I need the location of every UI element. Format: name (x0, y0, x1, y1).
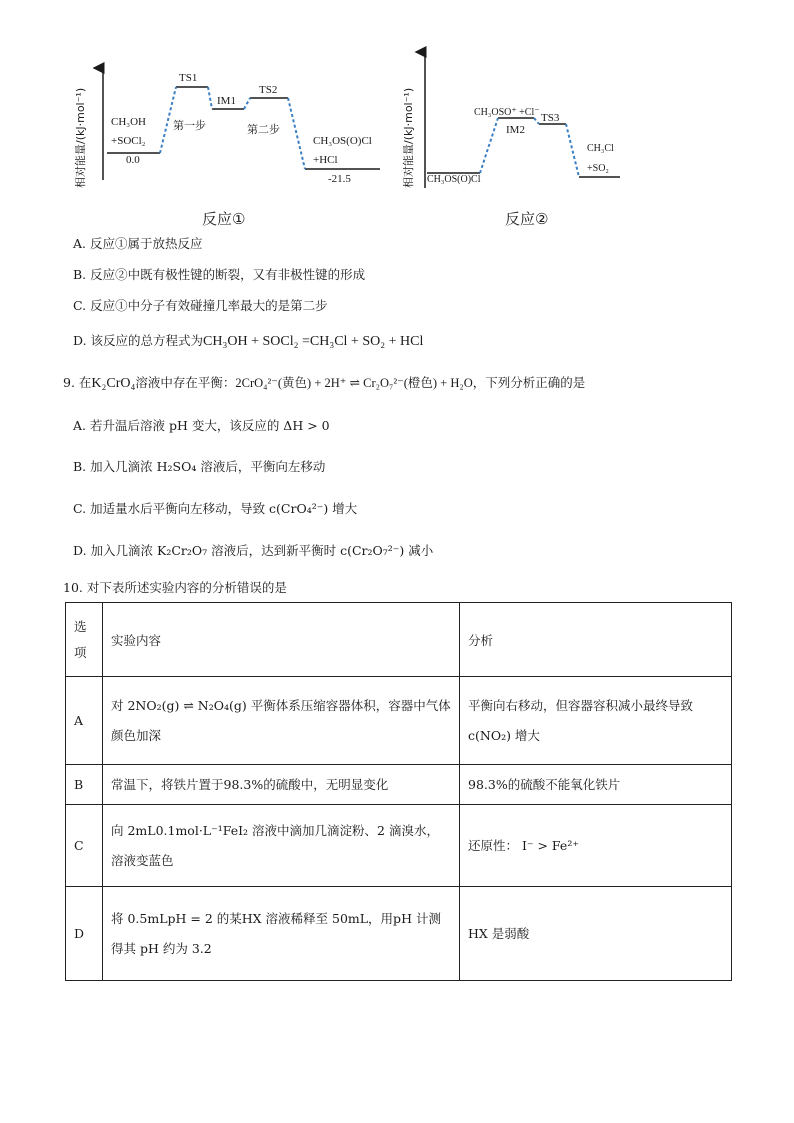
row-analysis: 还原性： I⁻ > Fe²⁺ (460, 805, 732, 887)
q9-option-b: B. 加入几滴浓 H₂SO₄ 溶液后，平衡向左移动 (73, 459, 326, 474)
step2-label: 第二步 (247, 124, 280, 136)
product-label-1: CH₃Cl (587, 143, 614, 154)
product-label-2: +SO₂ (587, 163, 609, 174)
table-row (66, 805, 732, 887)
row-option: A (66, 677, 103, 765)
q8-option-b: B. 反应②中既有极性键的断裂，又有非极性键的形成 (73, 267, 366, 282)
header-content: 实验内容 (103, 603, 460, 677)
q8-d-equation: CH₃OH + SOCl₂ =CH₃Cl + SO₂ + HCl (203, 334, 424, 349)
step1-label: 第一步 (173, 120, 206, 132)
q9-option-d: D. 加入几滴浓 K₂Cr₂O₇ 溶液后，达到新平衡时 c(Cr₂O₇²⁻) 减小 (73, 543, 434, 558)
table-row (66, 677, 732, 765)
reactant-energy: 0.0 (126, 154, 140, 166)
row-analysis: HX 是弱酸 (460, 887, 732, 981)
q8-d-prefix: D. 该反应的总方程式为 (73, 333, 204, 348)
table-row (66, 887, 732, 981)
q9-stem-suffix: ，下列分析正确的是 (472, 375, 586, 390)
row-analysis: 平衡向右移动，但容器容积减小最终导致 c(NO₂) 增大 (460, 677, 732, 765)
row-content: 常温下，将铁片置于98.3%的硫酸中，无明显变化 (103, 765, 460, 805)
reactant-label-1: CH₃OH (111, 116, 147, 128)
im1-label: IM1 (217, 95, 236, 107)
reactant-label-2: +SOCl₂ (111, 135, 146, 147)
row-content: 对 2NO₂(g) ⇌ N₂O₄(g) 平衡体系压缩容器体积，容器中气体颜色加深 (103, 677, 460, 765)
q10-table (65, 602, 732, 981)
y-axis-label: 相对能量/(kJ·mol⁻¹) (74, 87, 87, 188)
q9-stem-prefix: 9. 在 (63, 375, 92, 390)
header-analysis: 分析 (460, 603, 732, 677)
table-row (66, 765, 732, 805)
ts2-label: TS2 (259, 84, 278, 96)
caption-reaction2: 反应② (505, 210, 549, 228)
ts1-label: TS1 (179, 72, 198, 84)
row-option: D (66, 887, 103, 981)
product-label-2: +HCl (313, 154, 338, 166)
path-connectors (480, 118, 579, 177)
ts3-label: TS3 (541, 112, 560, 124)
q8-option-d (73, 333, 423, 350)
q9-stem (63, 375, 585, 392)
row-content: 向 2mL0.1mol·L⁻¹FeI₂ 溶液中滴加几滴淀粉、2 滴溴水，溶液变蓝色 (103, 805, 460, 887)
row-option: C (66, 805, 103, 887)
caption-reaction1: 反应① (202, 210, 246, 228)
q9-option-c: C. 加适量水后平衡向左移动，导致 c(CrO₄²⁻) 增大 (73, 501, 358, 516)
product-label-1: CH₃OS(O)Cl (313, 135, 372, 147)
y-axis-label: 相对能量/(kJ·mol⁻¹) (402, 87, 415, 188)
q9-equation: 2CrO₄²⁻(黄色) + 2H⁺ ⇌ Cr₂O₇²⁻(橙色) + H₂O (235, 376, 473, 390)
im2-species-label: CH₃OSO⁺ +Cl⁻ (474, 107, 540, 118)
table-header-row (66, 603, 732, 677)
row-analysis: 98.3%的硫酸不能氧化铁片 (460, 765, 732, 805)
q9-stem-mid: 溶液中存在平衡： (135, 375, 236, 390)
reactant-label: CH₃OS(O)Cl (427, 174, 481, 185)
row-content: 将 0.5mLpH = 2 的某HX 溶液稀释至 50mL，用pH 计测得其 pH 约为 3.2 (103, 887, 460, 981)
header-option: 选项 (66, 603, 103, 677)
q8-option-a: A. 反应①属于放热反应 (73, 236, 203, 251)
im2-label: IM2 (506, 124, 525, 136)
q9-compound: K₂CrO₄ (91, 376, 136, 391)
q9-option-a: A. 若升温后溶液 pH 变大，该反应的 ΔH > 0 (73, 418, 330, 433)
product-energy: -21.5 (328, 173, 351, 185)
q8-option-c: C. 反应①中分子有效碰撞几率最大的是第二步 (73, 298, 328, 313)
row-option: B (66, 765, 103, 805)
q10-stem: 10. 对下表所述实验内容的分析错误的是 (63, 580, 287, 595)
